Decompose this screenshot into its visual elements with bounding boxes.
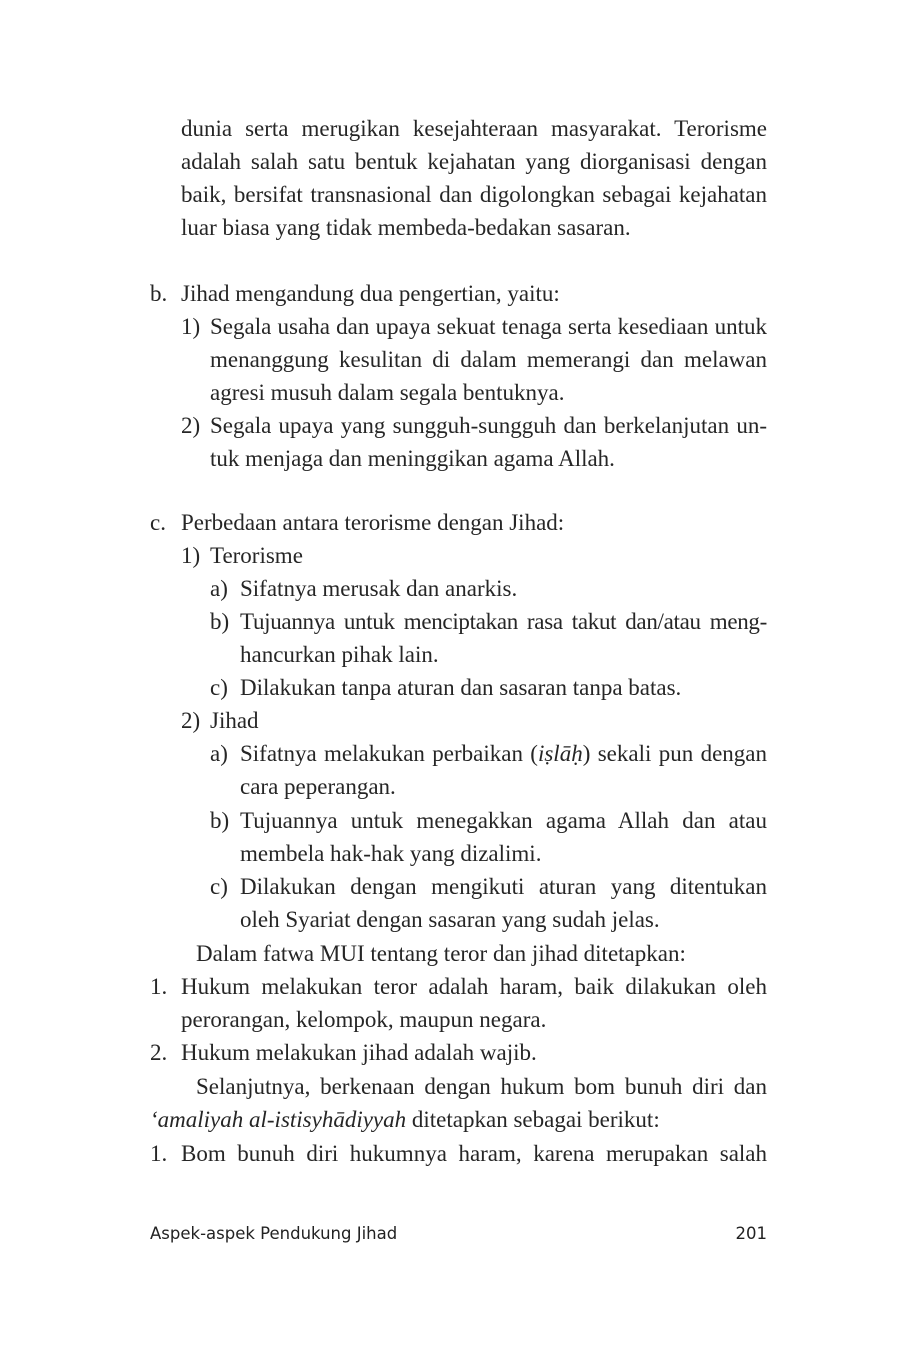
list-label: 1. <box>150 974 168 999</box>
list-item-line: hancurkan pihak lain. <box>240 642 439 667</box>
list-item-line: Dilakukan tanpa aturan dan sasaran tanpa batas. <box>240 675 682 700</box>
paragraph-line: Dalam fatwa MUI tentang teror dan jihad ditetapkan: <box>196 941 686 966</box>
list-label: b) <box>210 808 230 833</box>
list-label: b) <box>210 609 230 634</box>
page-number: 201 <box>735 1224 767 1243</box>
list-item-line: membela hak-hak yang dizalimi. <box>240 841 542 866</box>
list-label: 2) <box>181 708 201 733</box>
list-item-line: Segala usaha dan upaya sekuat tenaga serta kesediaan untuk <box>210 314 767 339</box>
section-heading-c: Perbedaan antara terorisme dengan Jihad: <box>181 510 565 535</box>
list-item-line: tuk menjaga dan meninggikan agama Allah. <box>210 446 615 471</box>
list-label: 1. <box>150 1141 168 1166</box>
paragraph-line: Selanjutnya, berkenaan dengan hukum bom bunuh diri dan <box>196 1074 767 1099</box>
italic-term: iṣlāḥ <box>537 741 583 766</box>
list-item-line: Segala upaya yang sungguh-sungguh dan berkelanjutan un- <box>210 413 767 438</box>
list-label: c) <box>210 675 228 700</box>
running-footer-title: Aspek-aspek Pendukung Jihad <box>150 1224 398 1243</box>
list-item-line: Tujuannya untuk menciptakan rasa takut dan/atau meng- <box>240 609 767 634</box>
list-label: 2. <box>150 1040 168 1065</box>
text-run: ditetapkan sebagai berikut: <box>406 1107 660 1132</box>
list-label-b: b. <box>150 281 168 306</box>
list-label: 2) <box>181 413 201 438</box>
list-item-line: menanggung kesulitan di dalam memerangi dan melawan <box>210 347 767 372</box>
paragraph-line: luar biasa yang tidak membeda-bedakan sasaran. <box>181 215 631 240</box>
list-item-line: Sifatnya merusak dan anarkis. <box>240 576 518 601</box>
list-item-line: Bom bunuh diri hukumnya haram, karena merupakan salah <box>181 1141 767 1166</box>
paragraph-line: adalah salah satu bentuk kejahatan yang diorganisasi dengan <box>181 149 767 174</box>
list-item-line: cara peperangan. <box>240 774 396 799</box>
paragraph-line <box>150 1103 660 1136</box>
list-label-c: c. <box>150 510 166 535</box>
list-item-line: Dilakukan dengan mengikuti aturan yang ditentukan <box>240 874 767 899</box>
text-run: Sifatnya melakukan perbaikan ( <box>240 741 538 766</box>
list-item-line: agresi musuh dalam segala bentuknya. <box>210 380 565 405</box>
list-label: 1) <box>181 314 201 339</box>
subheading-jihad: Jihad <box>210 708 259 733</box>
italic-term: ‘amaliyah al-istisyhādiyyah <box>150 1107 407 1132</box>
subheading-terorisme: Terorisme <box>210 543 303 568</box>
paragraph-line: dunia serta merugikan kesejahteraan masyarakat. Terorisme <box>181 116 767 141</box>
list-item-line <box>240 737 767 770</box>
list-item-line: Hukum melakukan teror adalah haram, baik dilakukan oleh <box>181 974 767 999</box>
list-item-line: Hukum melakukan jihad adalah wajib. <box>181 1040 537 1065</box>
list-label: 1) <box>181 543 201 568</box>
list-label: c) <box>210 874 228 899</box>
section-heading-b: Jihad mengandung dua pengertian, yaitu: <box>181 281 560 306</box>
paragraph-line: baik, bersifat transnasional dan digolongkan sebagai kejahatan <box>181 182 767 207</box>
list-label: a) <box>210 576 228 601</box>
list-item-line: oleh Syariat dengan sasaran yang sudah jelas. <box>240 907 660 932</box>
list-item-line: Tujuannya untuk menegakkan agama Allah dan atau <box>240 808 767 833</box>
list-label: a) <box>210 741 228 766</box>
text-run: ) sekali pun dengan <box>582 741 767 766</box>
list-item-line: perorangan, kelompok, maupun negara. <box>181 1007 547 1032</box>
